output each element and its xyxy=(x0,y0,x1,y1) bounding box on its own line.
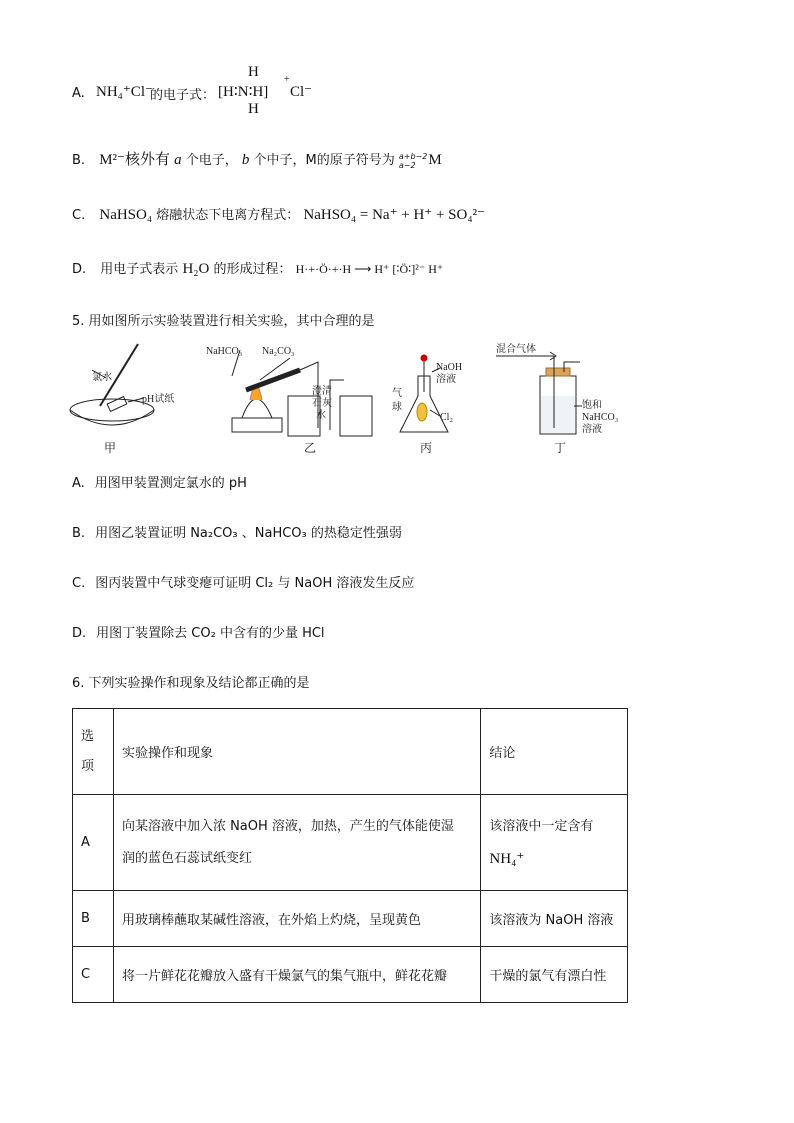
row-operation: 将一片鲜花花瓣放入盛有干燥氯气的集气瓶中，鲜花花瓣 xyxy=(113,947,480,1003)
var-a: a xyxy=(174,152,182,168)
q5-option-b xyxy=(72,522,402,541)
header-conclusion: 结论 xyxy=(481,709,628,795)
var-b: b xyxy=(241,152,250,168)
label-saturated-2: NaHCO₃ xyxy=(582,412,619,423)
label-na2co3: Na₂CO₃ xyxy=(262,346,295,357)
table-row xyxy=(73,947,628,1003)
option-label: A. xyxy=(72,476,85,491)
caption-bing: 丙 xyxy=(420,441,433,455)
row-operation-line: 向某溶液中加入浓 NaOH 溶液，加热，产生的气体能使湿 xyxy=(121,818,454,834)
row-conclusion-line: 该溶液中一定含有 xyxy=(489,818,594,834)
lewis-h-top: H xyxy=(248,64,259,80)
label-ph-paper: pH试纸 xyxy=(142,394,175,405)
row-conclusion-line: NH₄⁺ xyxy=(489,850,525,867)
option-b-q4 xyxy=(72,148,442,170)
lewis-h-bottom: H xyxy=(248,101,259,117)
option-label: C. xyxy=(72,208,86,223)
table-row xyxy=(73,891,628,947)
atomic-notation xyxy=(399,152,427,170)
option-label: A. xyxy=(72,86,85,101)
apparatus-figures xyxy=(60,340,660,455)
header-operation: 实验操作和现象 xyxy=(113,709,480,795)
lewis-structure: [H∶N∶H] xyxy=(218,84,269,100)
row-conclusion: 干燥的氯气有漂白性 xyxy=(481,947,628,1003)
row-operation-line: 润的蓝色石蕊试纸变红 xyxy=(121,850,252,866)
caption-ding: 丁 xyxy=(554,441,567,455)
row-option: C xyxy=(73,947,114,1003)
header-option-1: 选 xyxy=(81,728,95,744)
option-label: B. xyxy=(72,526,86,541)
figure-ding xyxy=(496,342,618,455)
option-text: 个中子，M的原子符号为 xyxy=(253,153,395,168)
label-limewater-3: 水 xyxy=(316,410,326,421)
option-d-q4 xyxy=(72,258,443,278)
mass-number: a+b−2 xyxy=(398,151,428,161)
label-nahco3: NaHCO₃ xyxy=(206,346,243,357)
q5-option-d xyxy=(72,622,325,641)
option-text: 的形成过程： xyxy=(213,262,292,277)
label-saturated-3: 溶液 xyxy=(582,424,602,435)
option-text: 用电子式表示 xyxy=(100,262,179,277)
caption-jia: 甲 xyxy=(104,441,117,455)
q5-option-c xyxy=(72,572,414,591)
row-conclusion xyxy=(481,795,628,891)
option-text: 用图乙装置证明 Na₂CO₃ 、NaHCO₃ 的热稳定性强弱 xyxy=(95,526,402,541)
option-label: D. xyxy=(72,626,87,641)
row-option: A xyxy=(73,795,114,891)
option-text: 的电子式： xyxy=(150,88,216,103)
label-cl2: Cl₂ xyxy=(440,412,453,423)
option-text: 用图丁装置除去 CO₂ 中含有的少量 HCl xyxy=(96,626,325,641)
label-limewater-2: 石灰 xyxy=(312,398,332,409)
label-limewater-1: 澄清 xyxy=(312,386,332,397)
option-text: M²⁻核外有 xyxy=(99,152,170,168)
option-label: D. xyxy=(72,262,87,277)
option-label: B. xyxy=(72,153,86,168)
label-naoh-2: 溶液 xyxy=(436,374,456,385)
header-option xyxy=(73,709,114,795)
q5-option-a xyxy=(72,472,247,491)
row-option: B xyxy=(73,891,114,947)
figure-jia xyxy=(70,344,174,455)
label-naoh-1: NaOH xyxy=(436,362,463,373)
label-chlorine-water: 氯水 xyxy=(92,372,112,383)
figure-yi xyxy=(206,346,372,455)
option-text: 用图甲装置测定氯水的 pH xyxy=(94,476,247,491)
option-text: 图丙装置中气球变瘪可证明 Cl₂ 与 NaOH 溶液发生反应 xyxy=(95,576,415,591)
header-option-2: 项 xyxy=(81,758,95,774)
row-operation: 用玻璃棒蘸取某碱性溶液，在外焰上灼烧，呈现黄色 xyxy=(113,891,480,947)
label-balloon-1: 气 xyxy=(392,388,402,399)
option-text: 熔融状态下电离方程式： xyxy=(156,208,300,223)
table-header-row xyxy=(73,709,628,795)
label-mixed-gas: 混合气体 xyxy=(496,344,536,355)
option-label: C. xyxy=(72,576,86,591)
electron-process: H·+·Ö·+·H ⟶ H⁺ [∶Ö∶]²⁻ H⁺ xyxy=(295,262,444,276)
question-5-stem: 5. 用如图所示实验装置进行相关实验，其中合理的是 xyxy=(72,314,375,329)
question-6-stem: 6. 下列实验操作和现象及结论都正确的是 xyxy=(72,676,310,691)
formula: NH₄⁺Cl⁻ xyxy=(96,84,153,100)
experiment-table xyxy=(72,708,628,1003)
label-balloon-2: 球 xyxy=(392,402,402,413)
row-conclusion: 该溶液为 NaOH 溶液 xyxy=(481,891,628,947)
atomic-number: a−2 xyxy=(398,160,416,170)
equation: NaHSO₄ = Na⁺ + H⁺ + SO₄²⁻ xyxy=(303,207,485,223)
figure-bing xyxy=(392,355,462,455)
lewis-anion: Cl⁻ xyxy=(290,84,313,100)
lewis-charge: + xyxy=(284,74,290,85)
label-saturated-1: 饱和 xyxy=(582,400,602,411)
caption-yi: 乙 xyxy=(304,441,317,455)
element-symbol: M xyxy=(428,152,442,168)
formula: H₂O xyxy=(182,261,210,277)
option-text: 个电子， xyxy=(185,153,238,168)
formula: NaHSO₄ xyxy=(99,207,153,223)
option-c-q4 xyxy=(72,204,485,224)
table-row xyxy=(73,795,628,891)
row-operation xyxy=(113,795,480,891)
